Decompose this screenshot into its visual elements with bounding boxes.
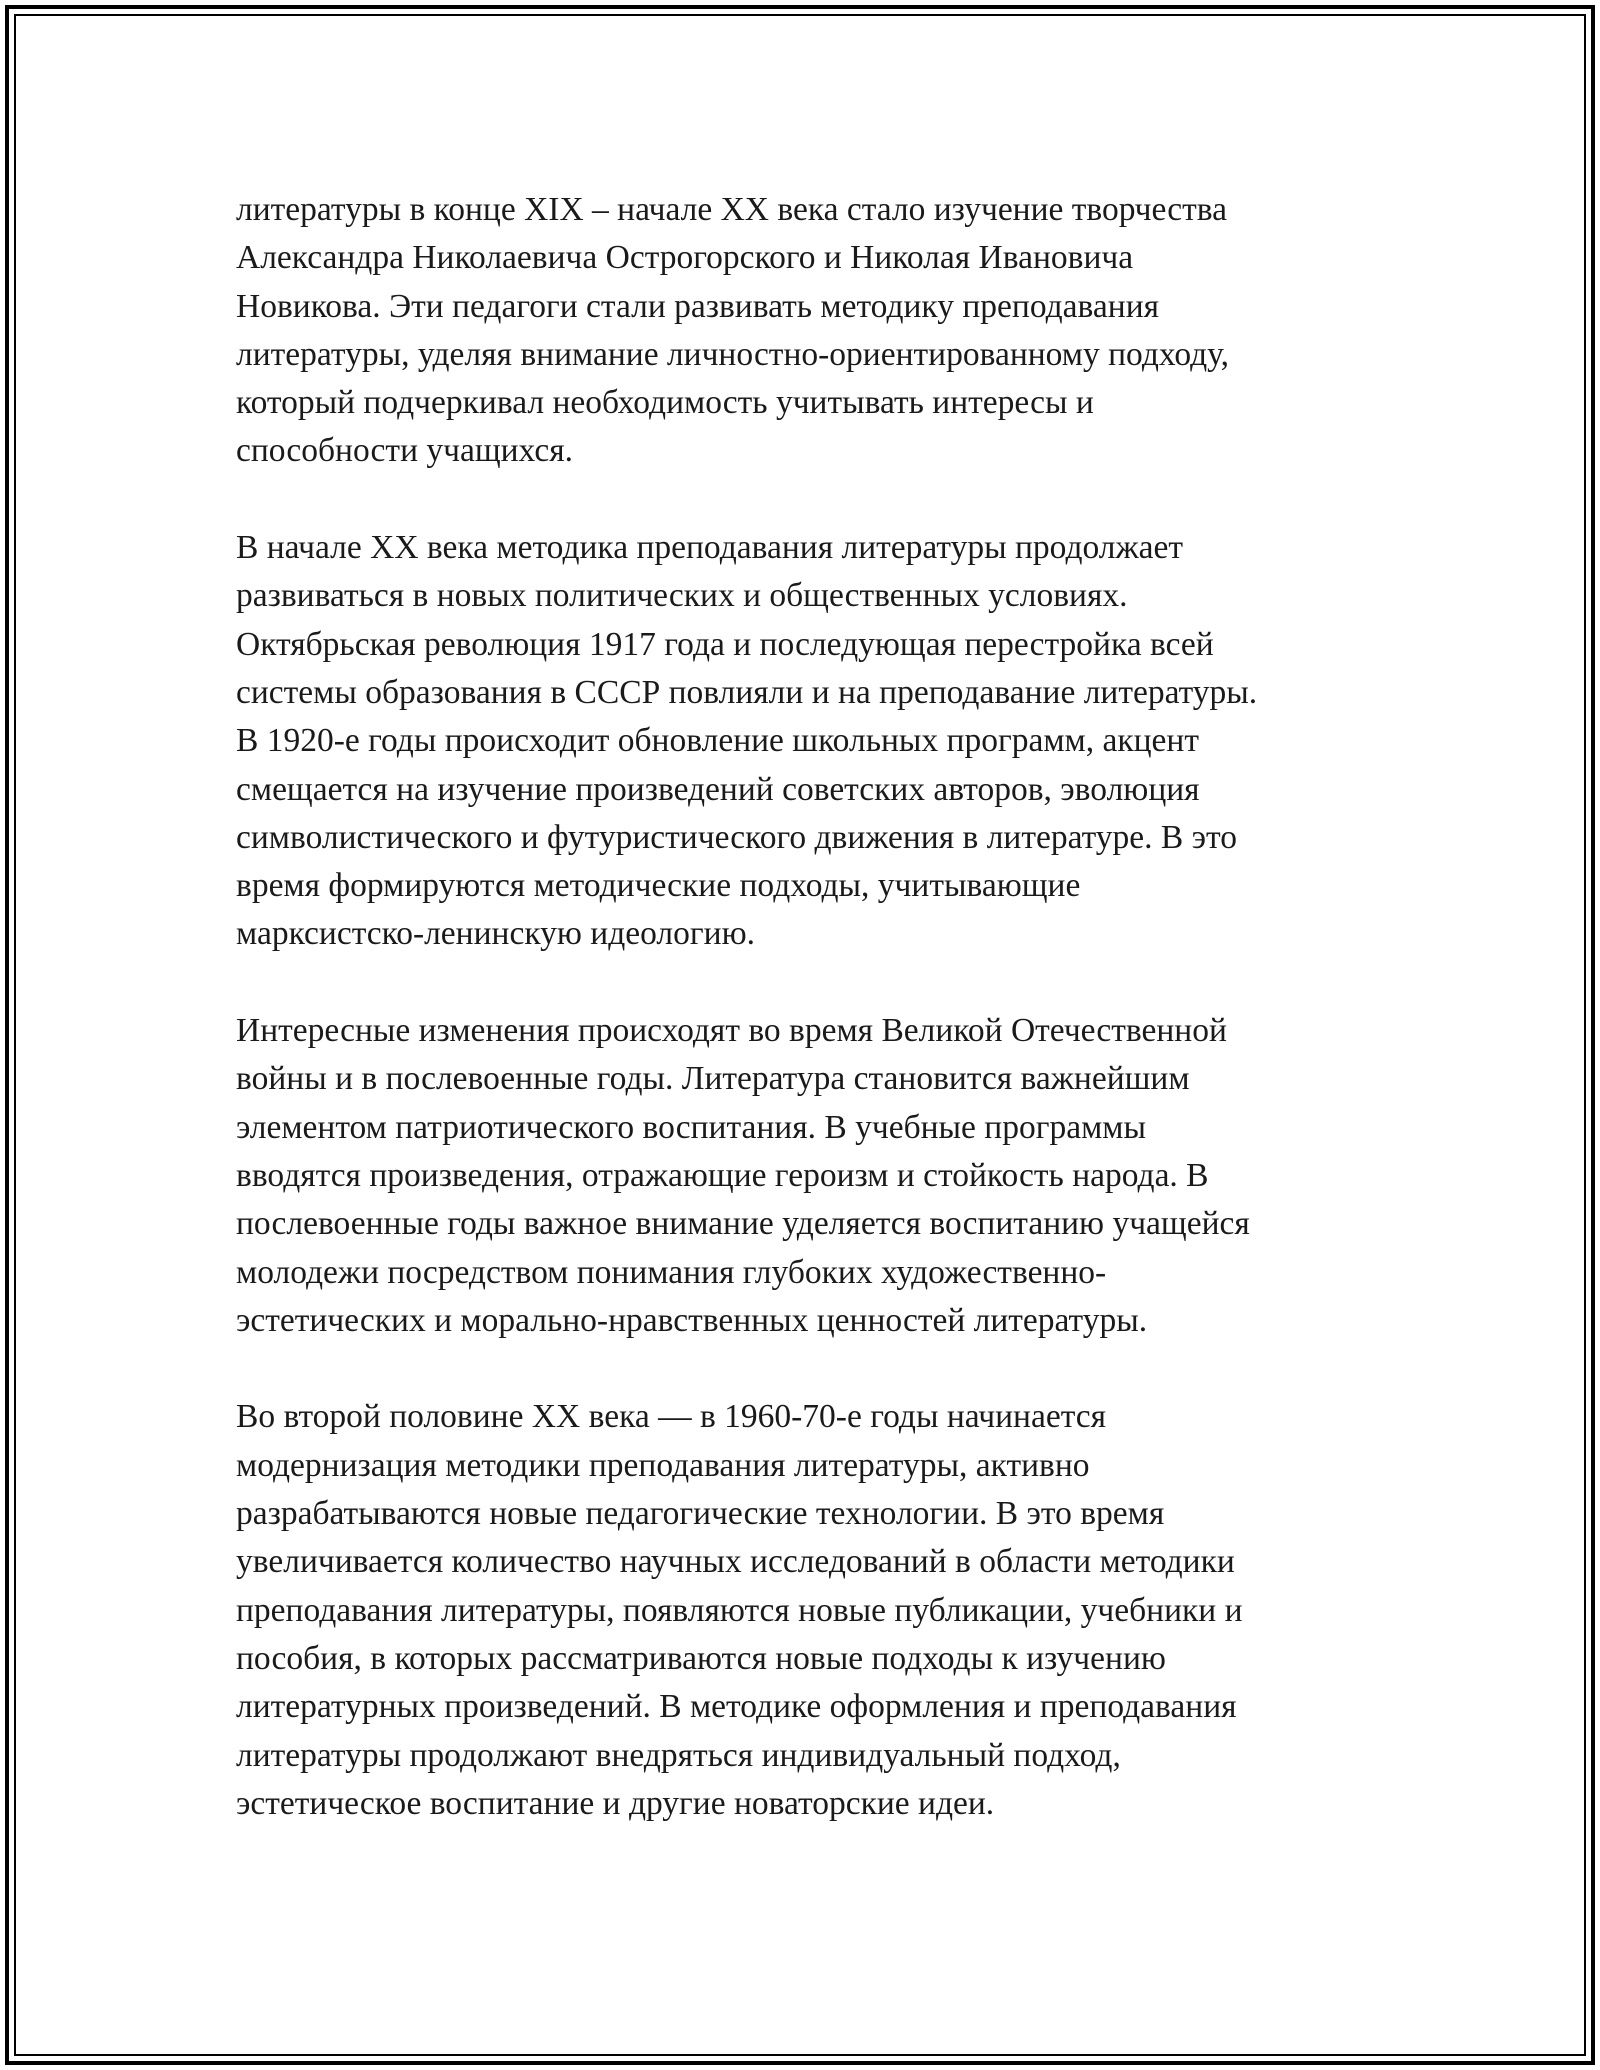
text-line: увеличивается количество научных исследований в области методики <box>236 1543 1235 1581</box>
text-line: способности учащихся. <box>236 432 573 470</box>
paragraph-4 <box>236 1393 1376 1828</box>
text-line: послевоенные годы важное внимание уделяется воспитанию учащейся <box>236 1205 1250 1243</box>
text-line: модернизация методики преподавания литературы, активно <box>236 1446 1090 1484</box>
text-line: элементом патриотического воспитания. В учебные программы <box>236 1108 1146 1146</box>
document-body <box>236 186 1376 1876</box>
text-line: вводятся произведения, отражающие героизм и стойкость народа. В <box>236 1156 1209 1194</box>
text-line: эстетических и морально-нравственных ценностей литературы. <box>236 1301 1148 1339</box>
text-line: системы образования в СССР повлияли и на преподавание литературы. <box>236 673 1258 711</box>
text-line: Новикова. Эти педагоги стали развивать методику преподавания <box>236 287 1160 325</box>
text-line: В 1920-е годы происходит обновление школьных программ, акцент <box>236 722 1199 760</box>
paragraph-1 <box>236 186 1376 476</box>
text-line: пособия, в которых рассматриваются новые подходы к изучению <box>236 1639 1166 1677</box>
text-line: Александра Николаевича Острогорского и Николая Ивановича <box>236 239 1134 277</box>
text-line: символистического и футуристического движения в литературе. В это <box>236 818 1237 856</box>
text-line: литературы продолжают внедряться индивидуальный подход, <box>236 1736 1121 1774</box>
text-line: эстетическое воспитание и другие новаторские идеи. <box>236 1784 995 1822</box>
text-line: Интересные изменения происходят во время Великой Отечественной <box>236 1012 1227 1050</box>
text-line: развиваться в новых политических и общественных условиях. <box>236 577 1128 615</box>
text-line: литературы, уделяя внимание личностно-ориентированному подходу, <box>236 335 1229 373</box>
paragraph-2 <box>236 524 1376 959</box>
text-line: войны и в послевоенные годы. Литература становится важнейшим <box>236 1060 1190 1098</box>
text-line: Во второй половине XX века — в 1960-70-е годы начинается <box>236 1398 1107 1436</box>
text-line: который подчеркивал необходимость учитывать интересы и <box>236 384 1094 422</box>
paragraph-3 <box>236 1007 1376 1345</box>
text-line: молодежи посредством понимания глубоких художественно- <box>236 1253 1107 1291</box>
text-line: марксистско-ленинскую идеологию. <box>236 915 755 953</box>
text-line: разрабатываются новые педагогические технологии. В это время <box>236 1495 1165 1533</box>
text-line: литературных произведений. В методике оформления и преподавания <box>236 1688 1237 1726</box>
text-line: литературы в конце XIX – начале XX века стало изучение творчества <box>236 191 1227 228</box>
text-line: смещается на изучение произведений советских авторов, эволюция <box>236 770 1200 808</box>
text-line: Октябрьская революция 1917 года и последующая перестройка всей <box>236 625 1214 663</box>
text-line: преподавания литературы, появляются новые публикации, учебники и <box>236 1591 1243 1629</box>
text-line: время формируются методические подходы, учитывающие <box>236 867 1081 905</box>
text-line: В начале XX века методика преподавания литературы продолжает <box>236 529 1184 567</box>
